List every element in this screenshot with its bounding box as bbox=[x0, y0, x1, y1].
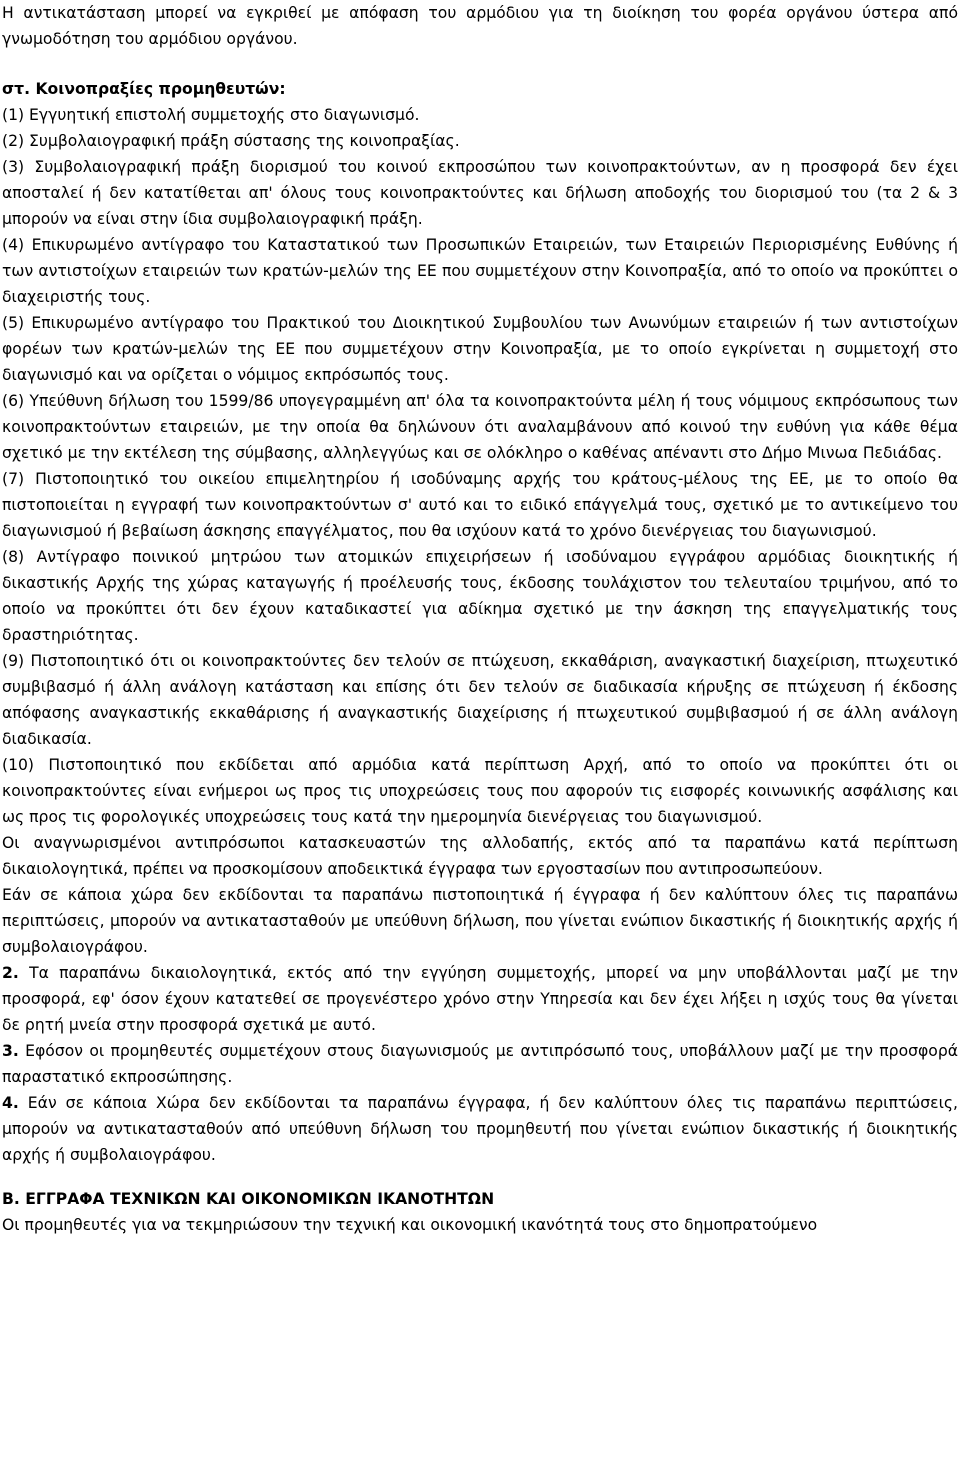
list-item-10: (10) Πιστοποιητικό που εκδίδεται από αρμόδια κατά περίπτωση Αρχή, από το οποίο να προκύπτει ότι οι κοινοπρακτούντες είναι ενήμεροι ως προς τις υποχρεώσεις τους που αφορούν τις εισφορές κοινωνικής ασφάλισης και ως προς τις φορολογικές υποχρεώσεις τους κατά την ημερομηνία διενέργειας του διαγωνισμού. bbox=[2, 756, 958, 826]
list-item-7: (7) Πιστοποιητικό του οικείου επιμελητηρίου ή ισοδύναμης αρχής του κράτους-μέλους της ΕΕ, με το οποίο θα πιστοποιείται η εγγραφή των κοινοπρακτούντων σ' αυτό και το ειδικό επάγγελμά τους, σχετικό με το αντικείμενο του διαγωνισμού ή βεβαίωση άσκησης επαγγέλματος, που θα ισχύουν κατά το χρόνο διενέργειας του διαγωνισμού. bbox=[2, 470, 958, 540]
list-item-4: (4) Επικυρωμένο αντίγραφο του Καταστατικού των Προσωπικών Εταιρειών, των Εταιρειών Περιορισμένης Ευθύνης ή των αντιστοίχων εταιρειών των κρατών-μελών της ΕΕ που συμμετέχουν στην Κοινοπραξία, από το οποίο να προκύπτει ο διαχειριστής τους. bbox=[2, 236, 958, 306]
item-number: 3. bbox=[2, 1042, 19, 1060]
list-item-6: (6) Υπεύθυνη δήλωση του 1599/86 υπογεγραμμένη απ' όλα τα κοινοπρακτούντα μέλη ή τους νόμιμους εκπρόσωπους των κοινοπρακτούντων εταιρειών, με την οποία θα δηλώνουν ότι αναλαμβάνουν από κοινού την ευθύνη για κάθε θέμα σχετικό με την εκτέλεση της σύμβασης, αλληλεγγύως και σε ολόκληρο ο καθένας απέναντι στο Δήμο Μινωα Πεδιάδας. bbox=[2, 392, 958, 462]
paragraph-representatives: Οι αναγνωρισμένοι αντιπρόσωποι κατασκευαστών της αλλοδαπής, εκτός από τα παραπάνω κατά περίπτωση δικαιολογητικά, πρέπει να προσκομίσουν αποδεικτικά έγγραφα των εργοστασίων που αντιπροσωπεύουν. bbox=[2, 834, 958, 878]
numbered-item-2 bbox=[2, 960, 958, 1038]
list-item-8: (8) Αντίγραφο ποινικού μητρώου των ατομικών επιχειρήσεων ή ισοδύναμου εγγράφου αρμόδιας διοικητικής ή δικαστικής Αρχής της χώρας καταγωγής ή προέλευσής τους, έκδοσης τουλάχιστον του τελευταίου τριμήνου, από το οποίο να προκύπτει ότι δεν έχουν καταδικαστεί για αδίκημα σχετικό με την άσκηση της επαγγελματικής τους δραστηριότητας. bbox=[2, 548, 958, 644]
item-text: Εάν σε κάποια Χώρα δεν εκδίδονται τα παραπάνω έγγραφα, ή δεν καλύπτουν όλες τις παραπάνω περιπτώσεις, μπορούν να αντικατασταθούν από υπεύθυνη δήλωση του προμηθευτή που γίνεται ενώπιον δικαστικής ή διοικητικής αρχής ή συμβολαιογράφου. bbox=[2, 1094, 958, 1164]
paragraph-substitute-declaration: Εάν σε κάποια χώρα δεν εκδίδονται τα παραπάνω πιστοποιητικά ή έγγραφα ή δεν καλύπτουν όλες τις παραπάνω περιπτώσεις, μπορούν να αντικατασταθούν με υπεύθυνη δήλωση, που γίνεται ενώπιον δικαστικής ή διοικητικής αρχής ή συμβολαιογράφου. bbox=[2, 886, 958, 956]
item-number: 2. bbox=[2, 964, 19, 982]
item-text: Τα παραπάνω δικαιολογητικά, εκτός από την εγγύηση συμμετοχής, μπορεί να μην υποβάλλονται μαζί με την προσφορά, εφ' όσον έχουν κατατεθεί σε προγενέστερο χρόνο στην Υπηρεσία και δεν έχει λήξει η ισχύς τους θα γίνεται δε ρητή μνεία στην προσφορά σχετικά με αυτό. bbox=[2, 964, 958, 1034]
list-item-2: (2) Συμβολαιογραφική πράξη σύστασης της κοινοπραξίας. bbox=[2, 132, 460, 150]
list-item-1: (1) Εγγυητική επιστολή συμμετοχής στο διαγωνισμό. bbox=[2, 106, 420, 124]
paragraph-replacement-approval: Η αντικατάσταση μπορεί να εγκριθεί με απόφαση του αρμόδιου για τη διοίκηση του φορέα οργάνου ύστερα από γνωμοδότηση του αρμόδιου οργάνου. bbox=[2, 4, 958, 48]
paragraph-section-b-intro: Οι προμηθευτές για να τεκμηριώσουν την τεχνική και οικονομική ικανότητά τους στο δημοπρατούμενο bbox=[2, 1216, 818, 1234]
list-item-5: (5) Επικυρωμένο αντίγραφο του Πρακτικού του Διοικητικού Συμβουλίου των Ανωνύμων εταιρειών ή των αντιστοίχων φορέων των κρατών-μελών της ΕΕ που συμμετέχουν στην Κοινοπραξία, με το οποίο εγκρίνεται η συμμετοχή στο διαγωνισμό και να ορίζεται ο νόμιμος εκπρόσωπός τους. bbox=[2, 314, 958, 384]
section-heading-b: Β. ΕΓΓΡΑΦΑ ΤΕΧΝΙΚΩΝ ΚΑΙ ΟΙΚΟΝΟΜΙΚΩΝ ΙΚΑΝΟΤΗΤΩΝ bbox=[2, 1190, 495, 1208]
numbered-item-3 bbox=[2, 1038, 958, 1090]
item-text: Εφόσον οι προμηθευτές συμμετέχουν στους διαγωνισμούς με αντιπρόσωπό τους, υποβάλλουν μαζί με την προσφορά παραστατικό εκπροσώπησης. bbox=[2, 1042, 958, 1086]
numbered-item-4 bbox=[2, 1090, 958, 1168]
section-heading-consortia: στ. Κοινοπραξίες προμηθευτών: bbox=[2, 80, 286, 98]
item-number: 4. bbox=[2, 1094, 19, 1112]
list-item-9: (9) Πιστοποιητικό ότι οι κοινοπρακτούντες δεν τελούν σε πτώχευση, εκκαθάριση, αναγκαστική διαχείριση, πτωχευτικό συμβιβασμό ή άλλη ανάλογη κατάσταση και επίσης ότι δεν τελούν σε διαδικασία κήρυξης σε πτώχευση ή έκδοσης απόφασης αναγκαστικής εκκαθάρισης ή αναγκαστικής διαχείρισης ή πτωχευτικού συμβιβασμού ή σε άλλη ανάλογη διαδικασία. bbox=[2, 652, 958, 748]
list-item-3: (3) Συμβολαιογραφική πράξη διορισμού του κοινού εκπροσώπου των κοινοπρακτούντων, αν η προσφορά δεν έχει αποσταλεί ή δεν κατατίθεται απ' όλους τους κοινοπρακτούντες και δήλωση αποδοχής του διορισμού του (τα 2 & 3 μπορούν να είναι στην ίδια συμβολαιογραφική πράξη. bbox=[2, 158, 958, 228]
